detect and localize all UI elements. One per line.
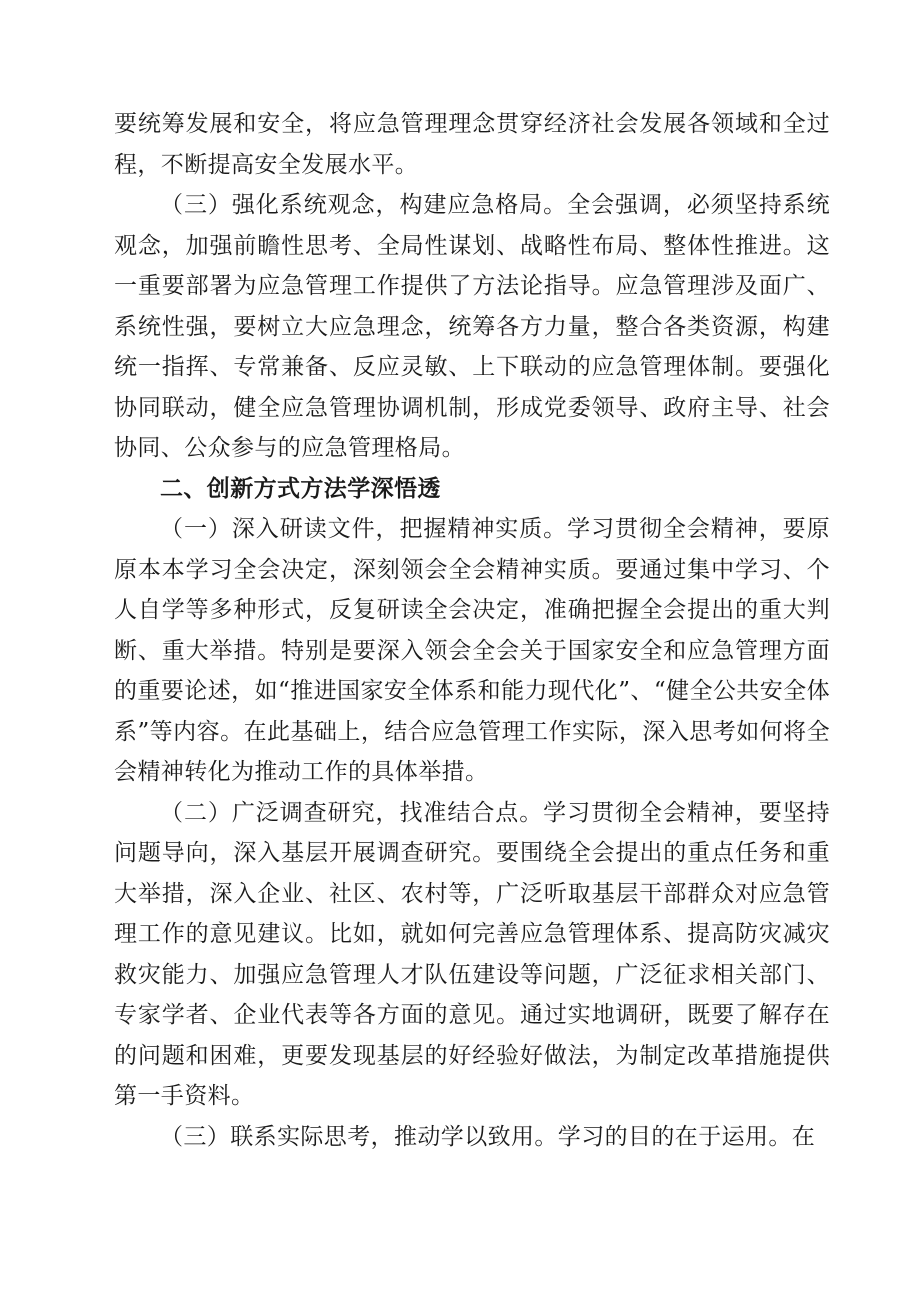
section-heading-two: 二、创新方式方法学深悟透 (160, 475, 441, 502)
paragraph-investigation-research: （二）广泛调查研究，找准结合点。学习贯彻全会精神，要坚持问题导向，深入基层开展调查研究。要围绕全会提出的重点任务和重大举措，深入企业、社区、农村等，广泛听取基层干部群众对应急管理工作的意见建议。比如，就如何完善应急管理体系、提高防灾减灾救灾能力、加强应急管理人才队伍建设等问题，广泛征求相关部门、专家学者、企业代表等各方面的意见。通过实地调研，既要了解存在的问题和困难，更要发现基层的好经验好做法，为制定改革措施提供第一手资料。 (114, 799, 830, 1109)
paragraph-systems-view: （三）强化系统观念，构建应急格局。全会强调，必须坚持系统观念，加强前瞻性思考、全局性谋划、战略性布局、整体性推进。这一重要部署为应急管理工作提供了方法论指导。应急管理涉及面广、系统性强，要树立大应急理念，统筹各方力量，整合各类资源，构建统一指挥、专常兼备、反应灵敏、上下联动的应急管理体制。要强化协同联动，健全应急管理协调机制，形成党委领导、政府主导、社会协同、公众参与的应急管理格局。 (114, 192, 830, 461)
paragraph-study-documents: （一）深入研读文件，把握精神实质。学习贯彻全会精神，要原原本本学习全会决定，深刻领会全会精神实质。要通过集中学习、个人自学等多种形式，反复研读全会决定，准确把握全会提出的重大判断、重大举措。特别是要深入领会全会关于国家安全和应急管理方面的重要论述，如“推进国家安全体系和能力现代化”、“健全公共安全体系”等内容。在此基础上，结合应急管理工作实际，深入思考如何将全会精神转化为推动工作的具体举措。 (114, 516, 830, 785)
paragraph-continuation: 要统筹发展和安全，将应急管理理念贯穿经济社会发展各领域和全过程，不断提高安全发展水平。 (114, 111, 830, 178)
document-body (114, 104, 830, 1157)
paragraph-practical-application: （三）联系实际思考，推动学以致用。学习的目的在于运用。在 (160, 1123, 816, 1150)
